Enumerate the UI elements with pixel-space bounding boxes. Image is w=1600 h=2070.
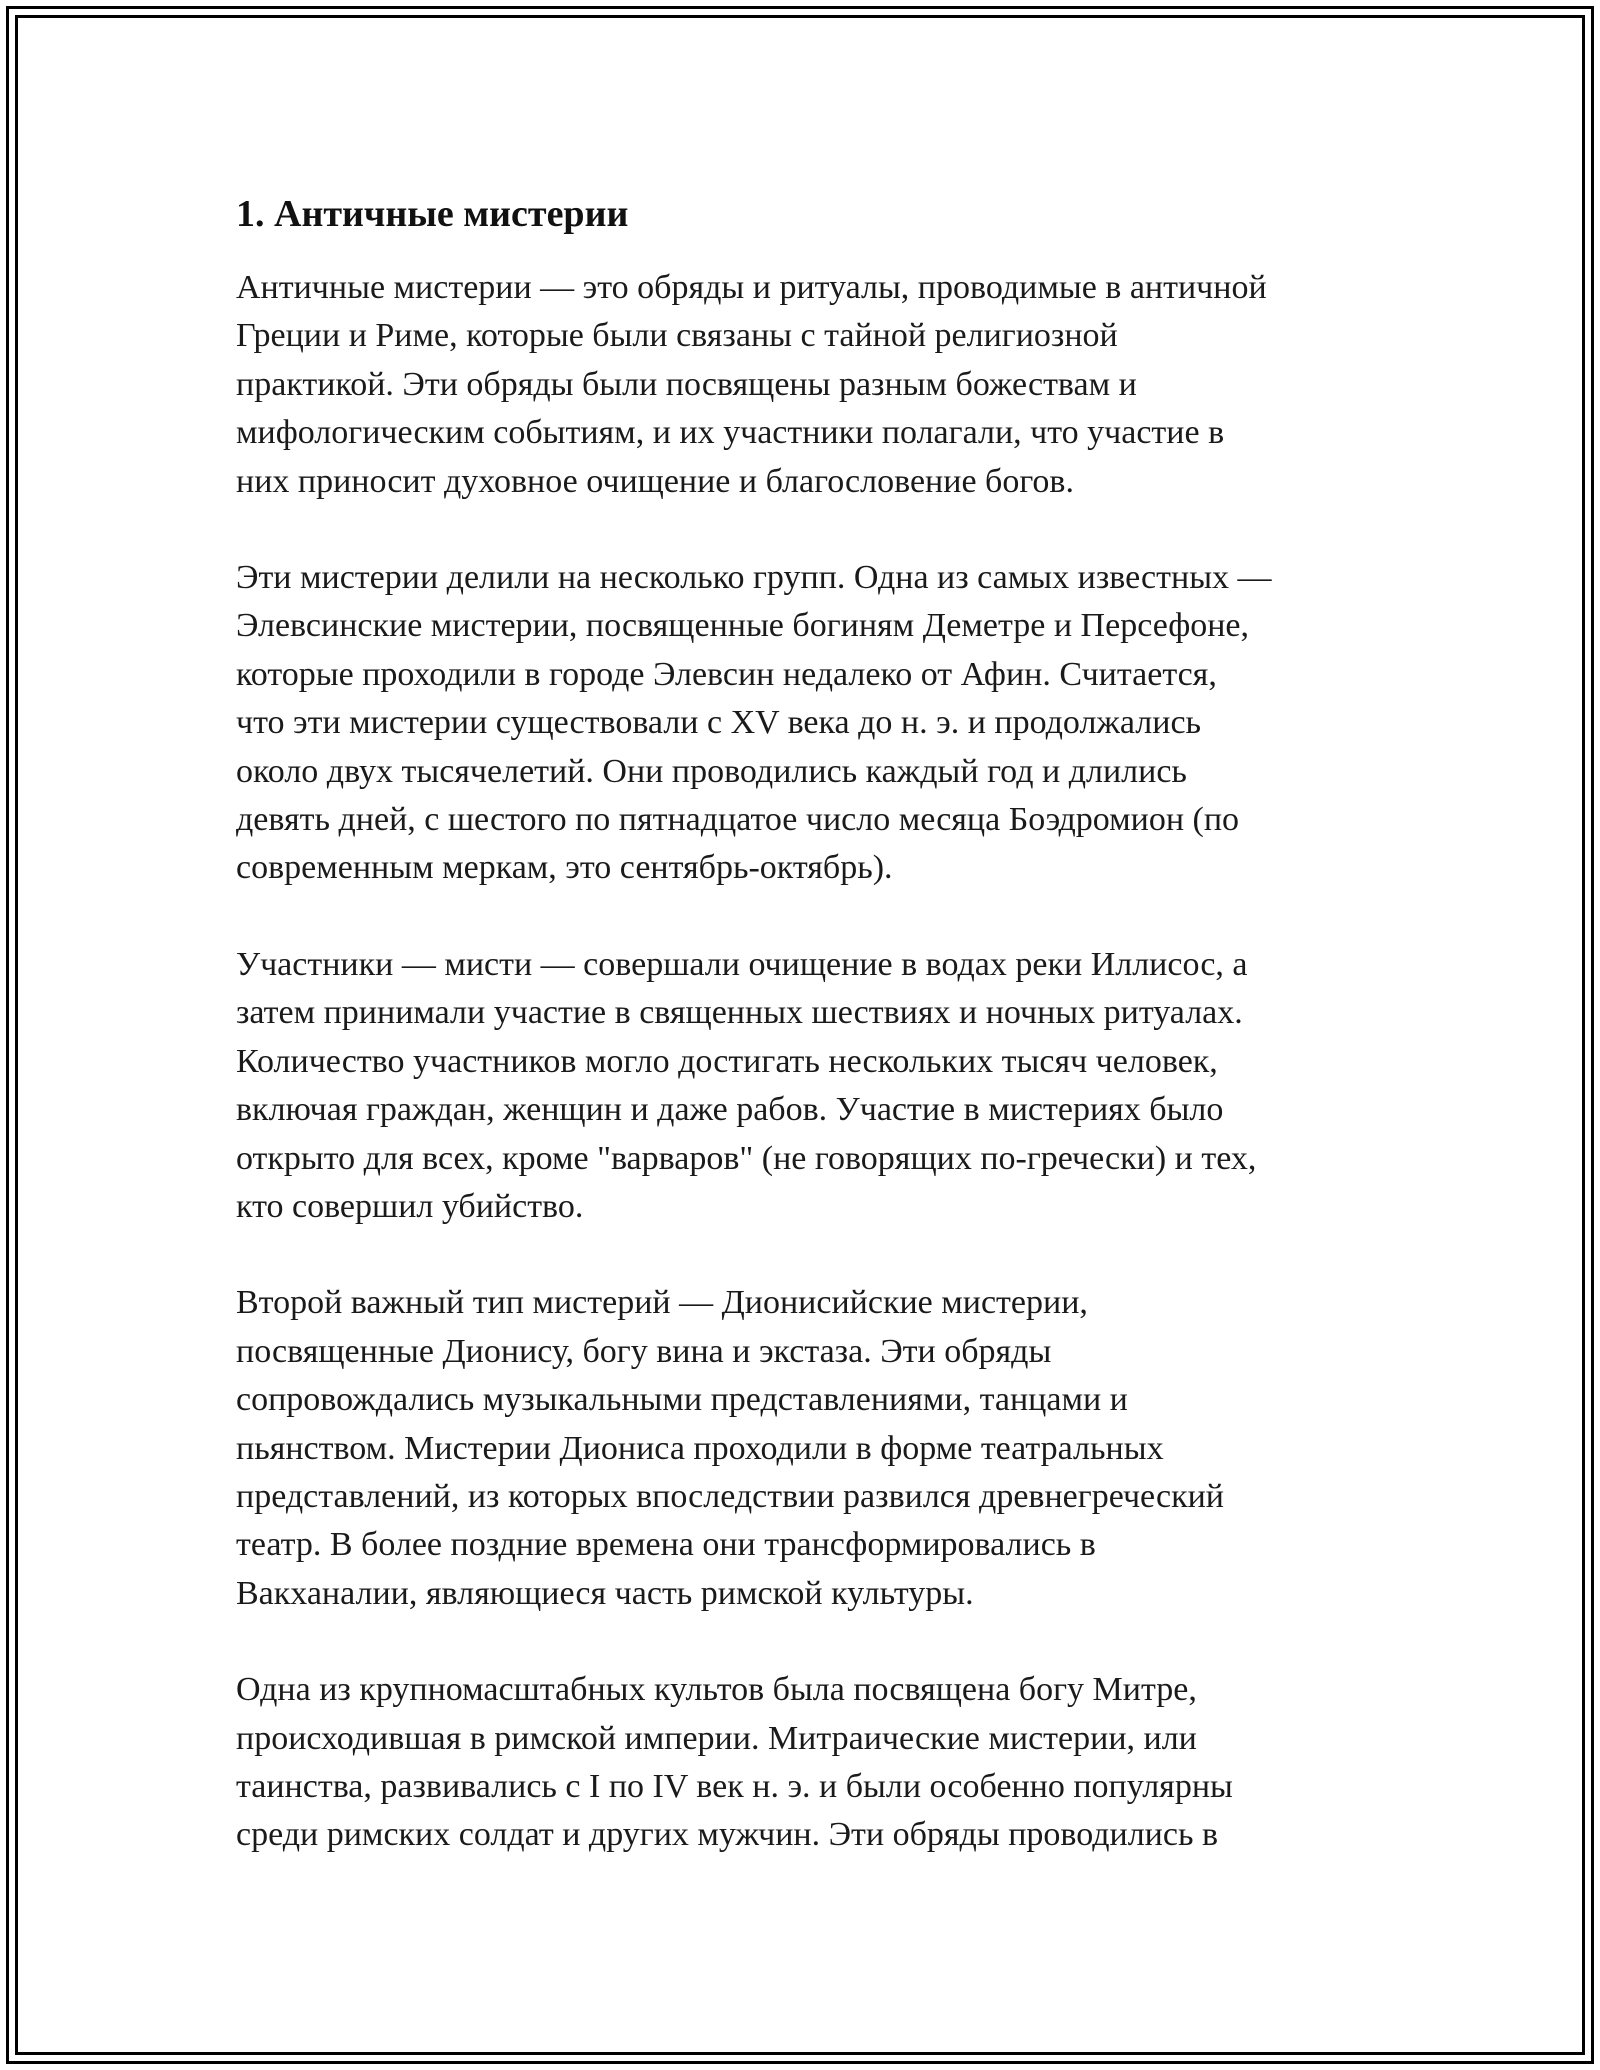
text-line: Элевсинские мистерии, посвященные богиням Деметре и Персефоне, — [236, 607, 1250, 645]
text-line: Эти мистерии делили на несколько групп. Одна из самых известных — — [236, 559, 1272, 597]
text-line: практикой. Эти обряды были посвящены разным божествам и — [236, 365, 1137, 403]
text-line: современным меркам, это сентябрь-октябрь). — [236, 849, 893, 887]
text-line: что эти мистерии существовали с XV века до н. э. и продолжались — [236, 704, 1202, 742]
text-line: Участники — мисти — совершали очищение в водах реки Иллисос, а — [236, 945, 1248, 983]
text-line: таинства, развивались с I по IV век н. э. и были особенно популярны — [236, 1767, 1233, 1805]
text-line: которые проходили в городе Элевсин недалеко от Афин. Считается, — [236, 655, 1217, 693]
paragraph-intro — [236, 264, 1366, 506]
text-line: представлений, из которых впоследствии развился древнегреческий — [236, 1477, 1224, 1515]
paragraph-participants — [236, 941, 1366, 1231]
text-line: Античные мистерии — это обряды и ритуалы, проводимые в античной — [236, 269, 1267, 306]
paragraph-mithraic — [236, 1666, 1366, 1860]
text-line: Второй важный тип мистерий — Дионисийские мистерии, — [236, 1284, 1088, 1322]
text-line: Греции и Риме, которые были связаны с тайной религиозной — [236, 317, 1118, 355]
text-line: Одна из крупномасштабных культов была посвящена богу Митре, — [236, 1671, 1197, 1709]
text-line: театр. В более поздние времена они трансформировались в — [236, 1526, 1096, 1564]
document-body — [236, 188, 1366, 1908]
text-line: посвященные Дионису, богу вина и экстаза. Эти обряды — [236, 1332, 1052, 1370]
text-line: пьянством. Мистерии Диониса проходили в форме театральных — [236, 1429, 1164, 1467]
text-line: мифологическим событиям, и их участники полагали, что участие в — [236, 414, 1225, 452]
text-line: Количество участников могло достигать нескольких тысяч человек, — [236, 1042, 1218, 1080]
text-line: сопровождались музыкальными представлениями, танцами и — [236, 1381, 1128, 1419]
text-line: включая граждан, женщин и даже рабов. Участие в мистериях было — [236, 1091, 1224, 1129]
section-title: 1. Античные мистерии — [236, 193, 629, 235]
paragraph-eleusinian — [236, 554, 1366, 893]
text-line: кто совершил убийство. — [236, 1187, 584, 1225]
paragraph-dionysian — [236, 1279, 1366, 1618]
text-line: девять дней, с шестого по пятнадцатое число месяца Боэдромион (по — [236, 801, 1240, 839]
text-line: них приносит духовное очищение и благословение богов. — [236, 462, 1074, 500]
text-line: открыто для всех, кроме "варваров" (не говорящих по-гречески) и тех, — [236, 1139, 1257, 1177]
text-line: затем принимали участие в священных шествиях и ночных ритуалах. — [236, 994, 1243, 1032]
text-line: среди римских солдат и других мужчин. Эти обряды проводились в — [236, 1816, 1219, 1854]
text-line: происходившая в римской империи. Митраические мистерии, или — [236, 1719, 1197, 1757]
text-line: Вакханалии, являющиеся часть римской культуры. — [236, 1574, 974, 1612]
text-line: около двух тысячелетий. Они проводились каждый год и длились — [236, 752, 1187, 790]
